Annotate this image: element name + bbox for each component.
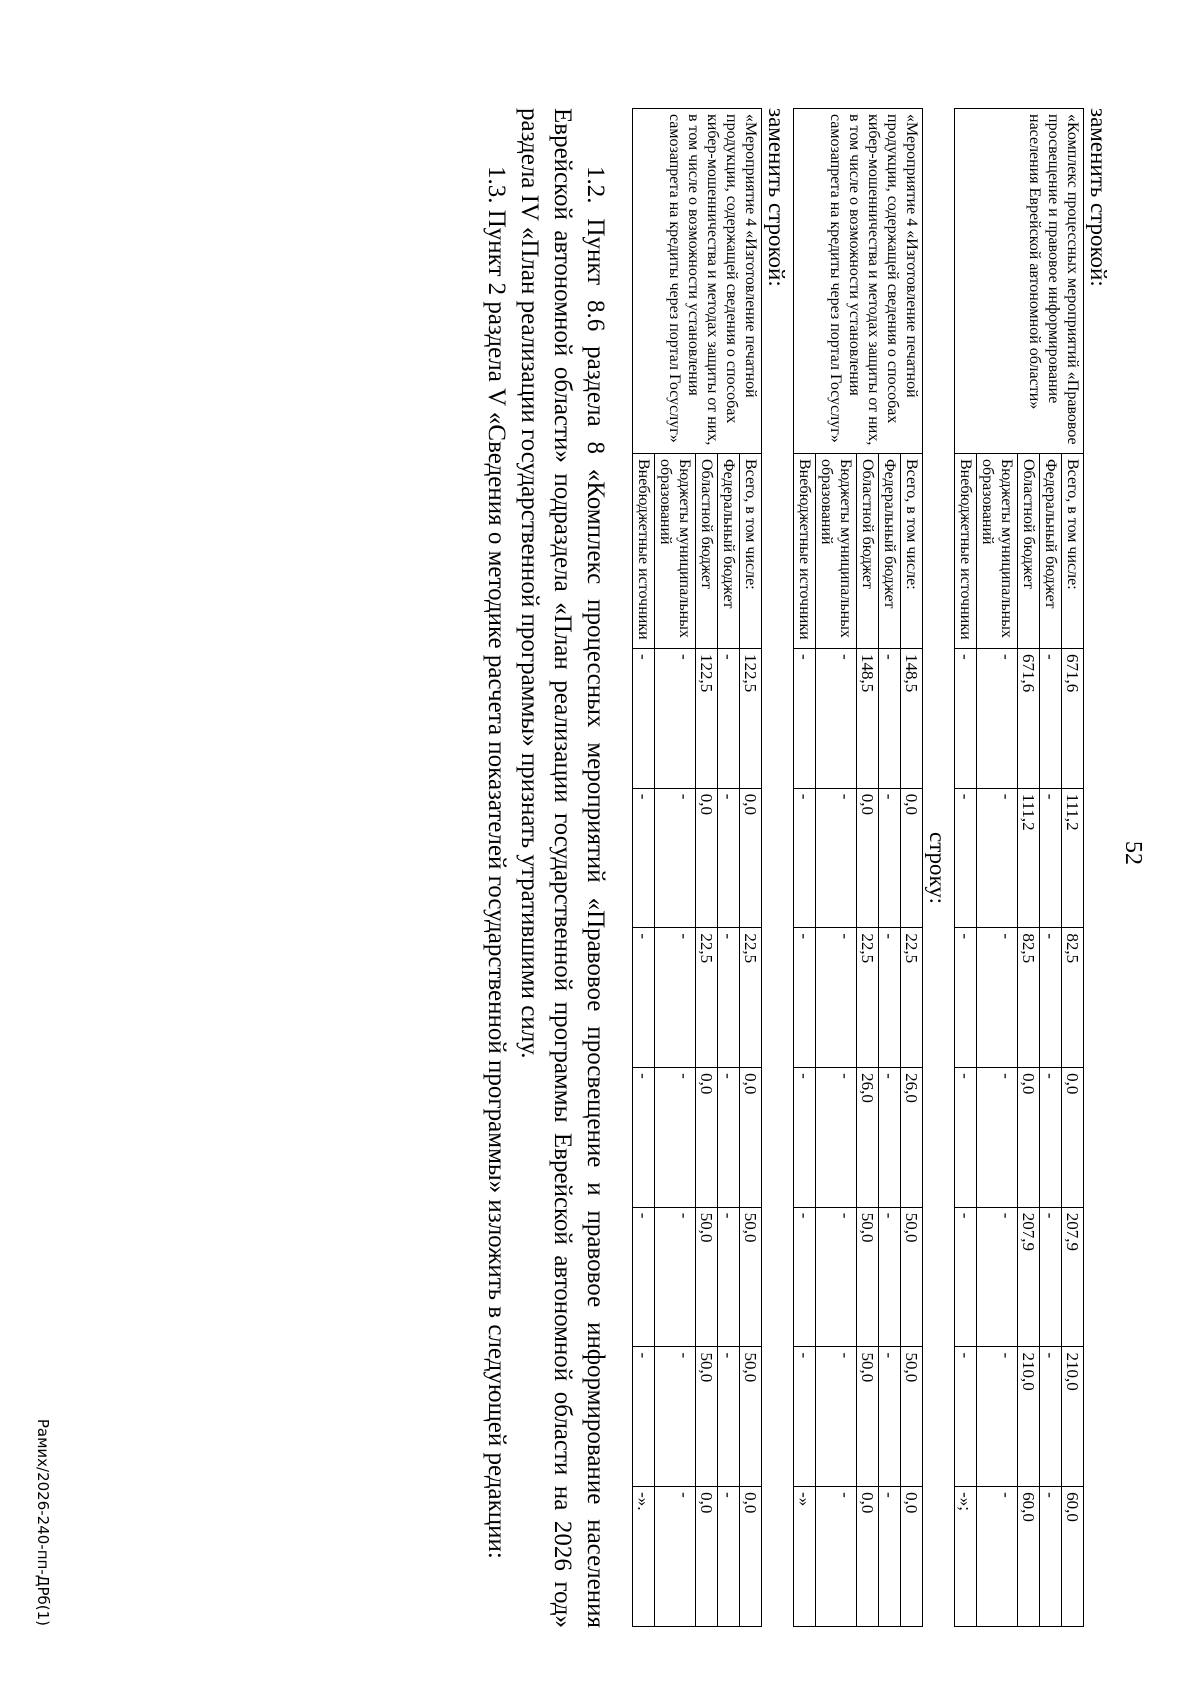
funding-source-cell: Всего, в том числе: (740, 454, 762, 649)
funding-source-cell: Федеральный бюджет (1040, 454, 1062, 649)
amount-cell: - (879, 1347, 901, 1487)
amount-cell: 210,0 (1062, 1347, 1084, 1487)
amount-cell: 0,0 (1062, 1068, 1084, 1208)
funding-source-cell: Бюджеты муниципальных образований (816, 454, 857, 649)
amount-cell: - (955, 649, 977, 789)
amount-cell: - (718, 788, 740, 928)
amount-cell: 50,0 (740, 1207, 762, 1347)
amount-cell: - (633, 1068, 655, 1208)
amount-cell: - (977, 1207, 1018, 1347)
amount-cell: 148,5 (901, 649, 923, 789)
amount-cell: 0,0 (857, 788, 879, 928)
amount-cell: 0,0 (696, 1487, 718, 1627)
amount-cell: 148,5 (857, 649, 879, 789)
funding-source-cell: Федеральный бюджет (879, 454, 901, 649)
page-number: 52 (1120, 841, 1146, 865)
amount-cell: - (955, 928, 977, 1068)
row-label: строку: (925, 832, 950, 904)
amount-cell: - (1040, 1207, 1062, 1347)
amount-cell: - (977, 1487, 1018, 1627)
amount-cell: - (816, 1487, 857, 1627)
amount-cell: - (655, 788, 696, 928)
amount-cell: 0,0 (696, 788, 718, 928)
amount-cell: - (816, 649, 857, 789)
document-code: Рамих/2026-240-пп-ДРб(1) (34, 1418, 52, 1626)
measure-name-cell: «Мероприятие 4 «Изготовление печатной продукции, содержащей сведения о способах кибер-мошенничества и методах защиты от них, в том числе о возможности установления самозапрета на кредиты через портал Госуслуг» (794, 109, 923, 454)
amount-cell: 122,5 (696, 649, 718, 789)
amount-cell: - (718, 649, 740, 789)
amount-cell: - (816, 1207, 857, 1347)
amount-cell: 50,0 (857, 1347, 879, 1487)
amount-cell: - (816, 928, 857, 1068)
amount-cell: 0,0 (696, 1068, 718, 1208)
amount-cell: - (655, 1347, 696, 1487)
amount-cell: -»; (955, 1487, 977, 1627)
amount-cell: - (879, 1487, 901, 1627)
amount-cell: 50,0 (901, 1207, 923, 1347)
amount-cell: - (1040, 928, 1062, 1068)
amount-cell: 60,0 (1018, 1487, 1040, 1627)
amount-cell: - (633, 1347, 655, 1487)
amount-cell: - (718, 1487, 740, 1627)
amount-cell: 22,5 (696, 928, 718, 1068)
amount-cell: - (977, 788, 1018, 928)
amount-cell: - (718, 1207, 740, 1347)
amount-cell: 50,0 (696, 1207, 718, 1347)
amount-cell: - (977, 1068, 1018, 1208)
amount-cell: 50,0 (696, 1347, 718, 1487)
amount-cell: 22,5 (901, 928, 923, 1068)
table-original-measure (793, 108, 923, 1627)
amount-cell: 50,0 (901, 1347, 923, 1487)
amount-cell: - (816, 788, 857, 928)
amount-cell: 207,9 (1018, 1207, 1040, 1347)
replace-line-label: заменить строкой: (764, 108, 789, 287)
amount-cell: - (633, 788, 655, 928)
amount-cell: - (1040, 1068, 1062, 1208)
document-content (480, 108, 1112, 1628)
amount-cell: - (655, 649, 696, 789)
amount-cell: - (955, 1347, 977, 1487)
amount-cell: - (1040, 788, 1062, 928)
amount-cell: - (655, 928, 696, 1068)
amount-cell: 122,5 (740, 649, 762, 789)
amount-cell: - (955, 788, 977, 928)
amount-cell: - (955, 1068, 977, 1208)
amount-cell: 82,5 (1062, 928, 1084, 1068)
amount-cell: 0,0 (1018, 1068, 1040, 1208)
amount-cell: - (1040, 649, 1062, 789)
funding-source-cell: Внебюджетные источники (633, 454, 655, 649)
amount-cell: - (655, 1207, 696, 1347)
table-row (901, 109, 923, 1627)
amount-cell: - (879, 788, 901, 928)
funding-source-cell: Областной бюджет (857, 454, 879, 649)
amount-cell: 50,0 (857, 1207, 879, 1347)
amount-cell: - (655, 1487, 696, 1627)
amount-cell: - (1040, 1487, 1062, 1627)
amount-cell: 26,0 (857, 1068, 879, 1208)
paragraph-1-3: 1.3. Пункт 2 раздела V «Сведения о методике расчета показателей государственной программы» изложить в следующей редакции: (483, 166, 510, 1559)
table-row (1062, 109, 1084, 1627)
amount-cell: 26,0 (901, 1068, 923, 1208)
amount-cell: - (655, 1068, 696, 1208)
amount-cell: - (794, 928, 816, 1068)
funding-source-cell: Федеральный бюджет (718, 454, 740, 649)
amount-cell: 0,0 (740, 788, 762, 928)
amount-cell: - (718, 928, 740, 1068)
replace-lines-label: заменить строкой: (1086, 108, 1111, 287)
amount-cell: -». (633, 1487, 655, 1627)
amount-cell: 671,6 (1018, 649, 1040, 789)
amount-cell: - (633, 928, 655, 1068)
amount-cell: - (879, 649, 901, 789)
amount-cell: - (718, 1068, 740, 1208)
amount-cell: - (879, 1207, 901, 1347)
amount-cell: 671,6 (1062, 649, 1084, 789)
amount-cell: - (879, 928, 901, 1068)
amount-cell: 0,0 (857, 1487, 879, 1627)
funding-source-cell: Всего, в том числе: (1062, 454, 1084, 649)
funding-source-cell: Бюджеты муниципальных образований (977, 454, 1018, 649)
amount-cell: - (633, 649, 655, 789)
amount-cell: 207,9 (1062, 1207, 1084, 1347)
table-row (740, 109, 762, 1627)
amount-cell: 111,2 (1062, 788, 1084, 928)
amount-cell: 0,0 (740, 1068, 762, 1208)
funding-source-cell: Бюджеты муниципальных образований (655, 454, 696, 649)
amount-cell: 0,0 (740, 1487, 762, 1627)
amount-cell: - (794, 788, 816, 928)
funding-source-cell: Областной бюджет (696, 454, 718, 649)
paragraph-1-2: 1.2. Пункт 8.6 раздела 8 «Комплекс процессных мероприятий «Правовое просвещение и правовое информирование населения Еврейской автономной области» подраздела «План реализации государственной программы Еврейской автономной области на 2026 год» раздела IV «План реализации государственной программы» признать утратившими силу. (516, 108, 609, 1628)
amount-cell: - (816, 1347, 857, 1487)
funding-source-cell: Внебюджетные источники (955, 454, 977, 649)
amount-cell: 50,0 (740, 1347, 762, 1487)
measure-name-cell: «Мероприятие 4 «Изготовление печатной продукции, содержащей сведения о способах кибер-мошенничества и методах защиты от них, в том числе о возможности установления самозапрета на кредиты через портал Госуслуг» (633, 109, 762, 454)
amount-cell: - (794, 1347, 816, 1487)
amount-cell: 60,0 (1062, 1487, 1084, 1627)
amount-cell: - (1040, 1347, 1062, 1487)
amount-cell: 0,0 (901, 788, 923, 928)
amount-cell: 82,5 (1018, 928, 1040, 1068)
amount-cell: - (879, 1068, 901, 1208)
table-original-complex (954, 108, 1084, 1627)
measure-name-cell: «Комплекс процессных мероприятий «Правовое просвещение и правовое информирование населения Еврейской автономной области» (955, 109, 1084, 454)
amount-cell: 0,0 (901, 1487, 923, 1627)
amount-cell: - (977, 1347, 1018, 1487)
amount-cell: - (794, 1068, 816, 1208)
amount-cell: - (816, 1068, 857, 1208)
amount-cell: - (977, 928, 1018, 1068)
table-new-measure (632, 108, 762, 1627)
amount-cell: 111,2 (1018, 788, 1040, 928)
amount-cell: - (977, 649, 1018, 789)
amount-cell: - (633, 1207, 655, 1347)
amount-cell: 210,0 (1018, 1347, 1040, 1487)
amount-cell: - (794, 1207, 816, 1347)
amount-cell: - (718, 1347, 740, 1487)
amount-cell: 22,5 (857, 928, 879, 1068)
funding-source-cell: Внебюджетные источники (794, 454, 816, 649)
amount-cell: 22,5 (740, 928, 762, 1068)
funding-source-cell: Областной бюджет (1018, 454, 1040, 649)
amount-cell: -» (794, 1487, 816, 1627)
funding-source-cell: Всего, в том числе: (901, 454, 923, 649)
amount-cell: - (955, 1207, 977, 1347)
amount-cell: - (794, 649, 816, 789)
